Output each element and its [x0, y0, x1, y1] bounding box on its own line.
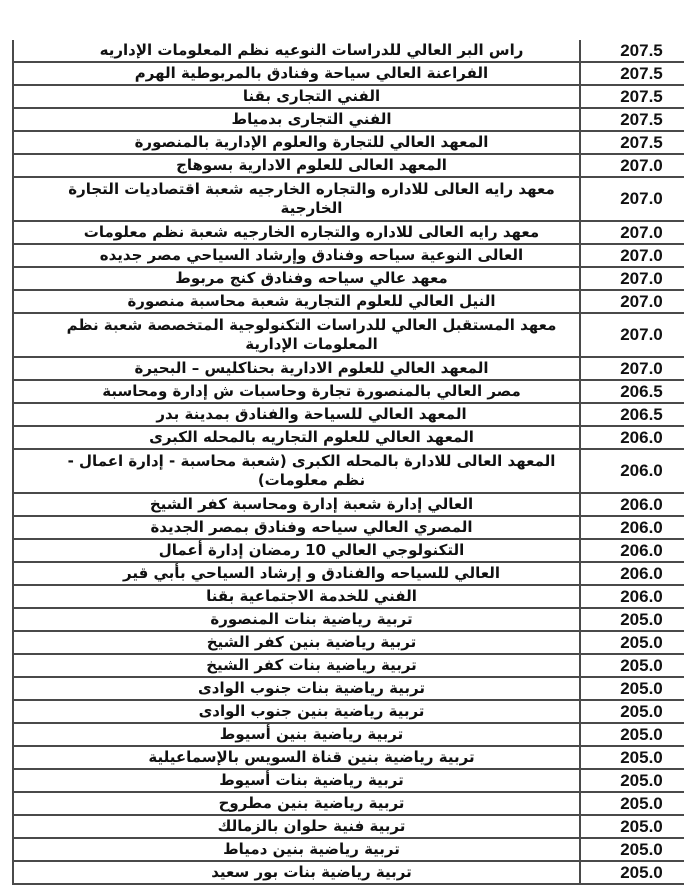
- institute-name-cell: المعهد العالي للعلوم الادارية بحناكليس – البحيرة: [13, 357, 580, 380]
- table-row: [13, 562, 684, 585]
- score-cell: 205.0: [580, 769, 684, 792]
- table-row: [13, 815, 684, 838]
- table-row: [13, 449, 684, 493]
- institute-name-cell: تربية فنية حلوان بالزمالك: [13, 815, 580, 838]
- institute-name-cell: الفني التجارى بدمياط: [13, 108, 580, 131]
- table-row: [13, 177, 684, 221]
- institute-name-cell: مصر العالي بالمنصورة تجارة وحاسبات ش إدارة ومحاسبة: [13, 380, 580, 403]
- institute-name-cell: المعهد العالي للتجارة والعلوم الإدارية بالمنصورة: [13, 131, 580, 154]
- institute-name-cell: المعهد العالى للادارة بالمحله الكبرى (شعبة محاسبة - إدارة اعمال - نظم معلومات): [13, 449, 580, 493]
- institute-name-cell: تربية رياضية بنين مطروح: [13, 792, 580, 815]
- score-cell: 207.5: [580, 62, 684, 85]
- table-row: [13, 631, 684, 654]
- table-row: [13, 769, 684, 792]
- institute-name-cell: معهد عالي سياحه وفنادق كنج مربوط: [13, 267, 580, 290]
- score-cell: 205.0: [580, 723, 684, 746]
- scores-table-container: [12, 40, 663, 885]
- table-body: [13, 40, 684, 884]
- score-cell: 205.0: [580, 608, 684, 631]
- score-cell: 207.0: [580, 154, 684, 177]
- table-row: [13, 539, 684, 562]
- table-row: [13, 221, 684, 244]
- table-row: [13, 313, 684, 357]
- score-cell: 207.5: [580, 40, 684, 62]
- institute-name-cell: تربية رياضية بنات بور سعيد: [13, 861, 580, 884]
- institute-name-cell: تربية رياضية بنين كفر الشيخ: [13, 631, 580, 654]
- table-row: [13, 516, 684, 539]
- score-cell: 205.0: [580, 700, 684, 723]
- score-cell: 207.5: [580, 131, 684, 154]
- score-cell: 207.0: [580, 313, 684, 357]
- score-cell: 205.0: [580, 631, 684, 654]
- institute-name-cell: العالي للسياحه والفنادق و إرشاد السياحي بأبي قير: [13, 562, 580, 585]
- table-row: [13, 62, 684, 85]
- institute-name-cell: العالى النوعية سياحه وفنادق وإرشاد السياحي مصر جديده: [13, 244, 580, 267]
- score-cell: 206.0: [580, 426, 684, 449]
- institute-name-cell: المعهد العالي للعلوم التجاريه بالمحله الكبرى: [13, 426, 580, 449]
- institute-name-cell: المعهد العالي للسياحة والفنادق بمدينة بدر: [13, 403, 580, 426]
- table-row: [13, 108, 684, 131]
- institute-name-cell: تربية رياضية بنات المنصورة: [13, 608, 580, 631]
- table-row: [13, 426, 684, 449]
- institute-name-cell: تربية رياضية بنات أسيوط: [13, 769, 580, 792]
- table-row: [13, 838, 684, 861]
- table-row: [13, 357, 684, 380]
- table-row: [13, 746, 684, 769]
- institute-name-cell: الفراعنة العالي سياحة وفنادق بالمربوطية الهرم: [13, 62, 580, 85]
- table-row: [13, 792, 684, 815]
- table-row: [13, 85, 684, 108]
- institute-name-cell: تربية رياضية بنين قناة السويس بالإسماعيلية: [13, 746, 580, 769]
- score-cell: 205.0: [580, 746, 684, 769]
- institute-name-cell: المعهد العالى للعلوم الادارية بسوهاج: [13, 154, 580, 177]
- table-row: [13, 723, 684, 746]
- table-row: [13, 403, 684, 426]
- table-row: [13, 700, 684, 723]
- table-row: [13, 40, 684, 62]
- score-cell: 207.0: [580, 290, 684, 313]
- institute-name-cell: راس البر العالي للدراسات النوعيه نظم المعلومات الإداريه: [13, 40, 580, 62]
- institute-name-cell: المصري العالي سياحه وفنادق بمصر الجديدة: [13, 516, 580, 539]
- institute-name-cell: معهد رايه العالى للاداره والتجاره الخارجيه شعبة اقتصاديات التجارة الخارجية: [13, 177, 580, 221]
- table-row: [13, 608, 684, 631]
- score-cell: 205.0: [580, 861, 684, 884]
- institute-name-cell: الفني التجارى بقنا: [13, 85, 580, 108]
- table-row: [13, 244, 684, 267]
- score-cell: 206.0: [580, 539, 684, 562]
- table-row: [13, 154, 684, 177]
- score-cell: 207.5: [580, 85, 684, 108]
- institute-name-cell: تربية رياضية بنات جنوب الوادى: [13, 677, 580, 700]
- score-cell: 206.5: [580, 380, 684, 403]
- institute-name-cell: الفني للخدمة الاجتماعية بقنا: [13, 585, 580, 608]
- table-row: [13, 861, 684, 884]
- table-row: [13, 677, 684, 700]
- table-row: [13, 585, 684, 608]
- table-row: [13, 131, 684, 154]
- score-cell: 207.0: [580, 357, 684, 380]
- institute-name-cell: النيل العالي للعلوم التجارية شعبة محاسبة منصورة: [13, 290, 580, 313]
- institute-name-cell: تربية رياضية بنين دمياط: [13, 838, 580, 861]
- score-cell: 206.0: [580, 516, 684, 539]
- institute-name-cell: تربية رياضية بنين جنوب الوادى: [13, 700, 580, 723]
- score-cell: 207.0: [580, 221, 684, 244]
- table-row: [13, 654, 684, 677]
- score-cell: 207.0: [580, 267, 684, 290]
- score-cell: 206.5: [580, 403, 684, 426]
- table-row: [13, 267, 684, 290]
- institute-name-cell: العالي إدارة شعبة إدارة ومحاسبة كفر الشيخ: [13, 493, 580, 516]
- score-cell: 206.0: [580, 449, 684, 493]
- table-row: [13, 290, 684, 313]
- table-row: [13, 493, 684, 516]
- score-cell: 205.0: [580, 838, 684, 861]
- score-cell: 206.0: [580, 493, 684, 516]
- score-cell: 205.0: [580, 677, 684, 700]
- score-cell: 205.0: [580, 654, 684, 677]
- institute-name-cell: تربية رياضية بنين أسيوط: [13, 723, 580, 746]
- score-cell: 207.5: [580, 108, 684, 131]
- score-cell: 207.0: [580, 244, 684, 267]
- institute-name-cell: التكنولوجي العالي 10 رمضان إدارة أعمال: [13, 539, 580, 562]
- table-row: [13, 380, 684, 403]
- institute-name-cell: تربية رياضية بنات كفر الشيخ: [13, 654, 580, 677]
- score-cell: 205.0: [580, 815, 684, 838]
- institute-name-cell: معهد رايه العالى للاداره والتجاره الخارجيه شعبة نظم معلومات: [13, 221, 580, 244]
- institutes-scores-table: [12, 40, 684, 885]
- institute-name-cell: معهد المستقبل العالي للدراسات التكنولوجية المتخصصة شعبة نظم المعلومات الإدارية: [13, 313, 580, 357]
- score-cell: 206.0: [580, 585, 684, 608]
- score-cell: 207.0: [580, 177, 684, 221]
- score-cell: 206.0: [580, 562, 684, 585]
- score-cell: 205.0: [580, 792, 684, 815]
